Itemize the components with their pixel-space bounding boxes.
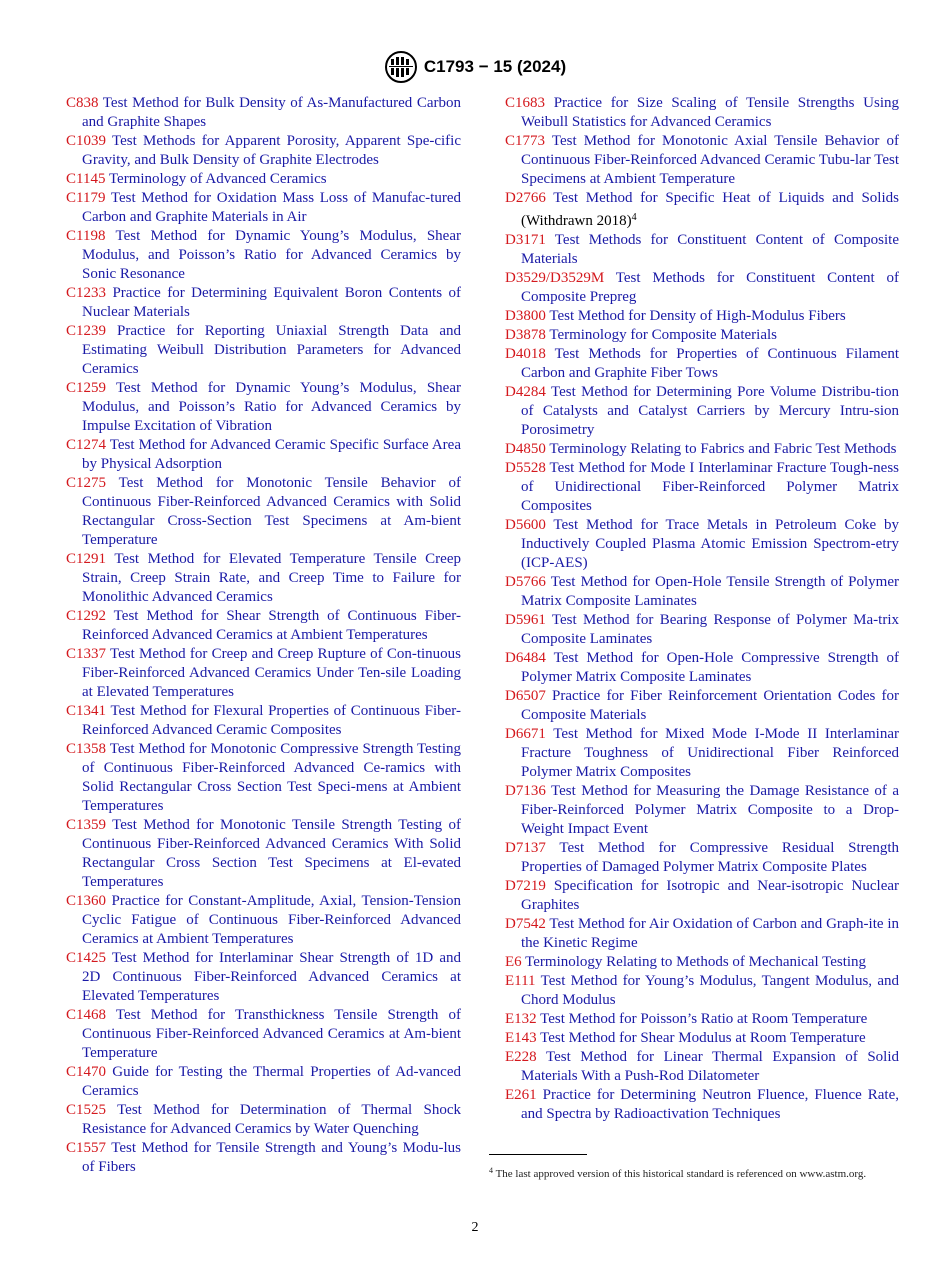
standard-code-link[interactable]: C1773 xyxy=(505,133,546,149)
standard-code-link[interactable]: C1557 xyxy=(66,1140,107,1156)
reference-entry xyxy=(66,322,461,379)
standard-code-link[interactable]: C1468 xyxy=(66,1007,107,1023)
standard-code-link[interactable]: C1039 xyxy=(66,133,107,149)
reference-entry xyxy=(505,516,899,573)
standard-code-link[interactable]: D7136 xyxy=(505,783,546,799)
standard-code-link[interactable]: D2766 xyxy=(505,190,546,206)
standard-code-link[interactable]: D7542 xyxy=(505,916,546,932)
standard-code-link[interactable]: D7137 xyxy=(505,840,546,856)
standard-title[interactable]: Test Method for Trace Metals in Petroleum Coke by Inductively Coupled Plasma Atomic Emission Spectrom-etry (ICP-AES) xyxy=(521,517,899,571)
standard-code-link[interactable]: D6507 xyxy=(505,688,546,704)
standard-title[interactable]: Test Method for Bulk Density of As-Manufactured Carbon and Graphite Shapes xyxy=(82,95,461,130)
reference-entry xyxy=(66,949,461,1006)
reference-entry xyxy=(505,1086,899,1124)
standard-title[interactable]: Test Method for Flexural Properties of Continuous Fiber-Reinforced Advanced Ceramic Composites xyxy=(82,703,461,738)
standard-code-link[interactable]: C1179 xyxy=(66,190,106,206)
reference-entry xyxy=(505,839,899,877)
standard-code-link[interactable]: C1525 xyxy=(66,1102,107,1118)
reference-entry xyxy=(505,440,899,459)
standard-title[interactable]: Test Method for Transthickness Tensile Strength of Continuous Fiber-Reinforced Advanced Ceramics at Am-bient Temperature xyxy=(82,1007,461,1061)
reference-entry xyxy=(66,1101,461,1139)
standard-code-link[interactable]: C1292 xyxy=(66,608,107,624)
standard-code-link[interactable]: E111 xyxy=(505,973,536,989)
standard-title[interactable]: Test Method for Dynamic Young’s Modulus, Shear Modulus, and Poisson’s Ratio for Advanced Ceramics by Sonic Resonance xyxy=(82,228,461,282)
reference-entry xyxy=(505,573,899,611)
footnote xyxy=(489,1163,899,1182)
reference-entry xyxy=(505,1029,899,1048)
standard-title[interactable]: Terminology Relating to Methods of Mechanical Testing xyxy=(525,954,867,970)
standard-title[interactable]: Test Method for Mode I Interlaminar Fracture Tough-ness of Unidirectional Fiber-Reinforced Polymer Matrix Composites xyxy=(521,460,899,514)
standard-code-link[interactable]: E261 xyxy=(505,1087,537,1103)
reference-entry xyxy=(66,740,461,816)
standard-title[interactable]: Test Method for Density of High-Modulus Fibers xyxy=(549,308,846,324)
reference-entry xyxy=(505,459,899,516)
reference-entry xyxy=(505,1010,899,1029)
reference-entry xyxy=(505,953,899,972)
standard-title[interactable]: Test Method for Poisson’s Ratio at Room Temperature xyxy=(540,1011,868,1027)
standard-code-link[interactable]: D4018 xyxy=(505,346,546,362)
reference-entry xyxy=(66,474,461,550)
standard-title[interactable]: Terminology Relating to Fabrics and Fabric Test Methods xyxy=(549,441,897,457)
standard-title[interactable]: Test Methods for Apparent Porosity, Apparent Spe-cific Gravity, and Bulk Density of Graphite Electrodes xyxy=(82,133,461,168)
standard-code-link[interactable]: C1360 xyxy=(66,893,107,909)
standard-title[interactable]: Practice for Reporting Uniaxial Strength Data and Estimating Weibull Distribution Parameters for Advanced Ceramics xyxy=(82,323,461,377)
standard-code-link[interactable]: E143 xyxy=(505,1030,537,1046)
reference-entry xyxy=(66,550,461,607)
reference-entry xyxy=(505,345,899,383)
standard-designation: C1793 − 15 (2024) xyxy=(423,57,567,76)
standard-title[interactable]: Test Method for Tensile Strength and Young’s Modu-lus of Fibers xyxy=(82,1140,461,1175)
footnote-divider xyxy=(489,1154,587,1155)
standard-title[interactable]: Test Method for Oxidation Mass Loss of Manufac-tured Carbon and Graphite Materials in Air xyxy=(82,190,461,225)
reference-entry xyxy=(66,132,461,170)
standard-title[interactable]: Test Method for Mixed Mode I-Mode II Interlaminar Fracture Toughness of Unidirectional Fiber Reinforced Polymer Matrix Composites xyxy=(521,726,899,780)
standard-title[interactable]: Test Method for Advanced Ceramic Specific Surface Area by Physical Adsorption xyxy=(82,437,461,472)
standard-code-link[interactable]: D5766 xyxy=(505,574,546,590)
reference-entry xyxy=(505,132,899,189)
reference-entry xyxy=(505,687,899,725)
standard-code-link[interactable]: C1239 xyxy=(66,323,107,339)
reference-entry xyxy=(505,269,899,307)
standard-code-link[interactable]: C1291 xyxy=(66,551,107,567)
standard-title[interactable]: Test Method for Dynamic Young’s Modulus, Shear Modulus, and Poisson’s Ratio for Advanced Ceramics by Impulse Excitation of Vibration xyxy=(82,380,461,434)
standard-title[interactable]: Test Method for Shear Modulus at Room Temperature xyxy=(540,1030,866,1046)
reference-entry xyxy=(505,611,899,649)
standard-title[interactable]: Practice for Determining Neutron Fluence, Fluence Rate, and Spectra by Radioactivation Techniques xyxy=(521,1087,900,1122)
standard-title[interactable]: Test Method for Open-Hole Compressive Strength of Polymer Matrix Composite Laminates xyxy=(521,650,899,685)
standard-code-link[interactable]: E228 xyxy=(505,1049,537,1065)
standard-code-link[interactable]: C1425 xyxy=(66,950,107,966)
standard-code-link[interactable]: C1337 xyxy=(66,646,107,662)
standard-code-link[interactable]: C1233 xyxy=(66,285,107,301)
reference-entry xyxy=(66,816,461,892)
left-column xyxy=(66,94,461,1177)
standard-title[interactable]: Test Method for Interlaminar Shear Strength of 1D and 2D Continuous Fiber-Reinforced Advanced Ceramics at Elevated Temperatures xyxy=(82,950,461,1004)
reference-entry xyxy=(505,326,899,345)
standard-title[interactable]: Test Method for Measuring the Damage Resistance of a Fiber-Reinforced Polymer Matrix Composite to a Drop-Weight Impact Event xyxy=(521,783,899,837)
standard-title[interactable]: Practice for Size Scaling of Tensile Strengths Using Weibull Statistics for Advanced Ceramics xyxy=(521,95,900,130)
standard-code-link[interactable]: C1683 xyxy=(505,95,546,111)
standard-code-link[interactable]: C838 xyxy=(66,95,99,111)
standard-code-link[interactable]: D5961 xyxy=(505,612,546,628)
standard-title[interactable]: Terminology for Composite Materials xyxy=(549,327,777,343)
reference-entry xyxy=(505,649,899,687)
reference-entry xyxy=(66,1006,461,1063)
standard-title[interactable]: Specification for Isotropic and Near-isotropic Nuclear Graphites xyxy=(521,878,900,913)
standard-code-link[interactable]: E6 xyxy=(505,954,522,970)
standard-code-link[interactable]: D5600 xyxy=(505,517,546,533)
standard-title[interactable]: Test Methods for Constituent Content of Composite Prepreg xyxy=(521,270,899,305)
reference-entry xyxy=(505,725,899,782)
reference-entry xyxy=(66,702,461,740)
standard-code-link[interactable]: D7219 xyxy=(505,878,546,894)
standard-code-link[interactable]: C1274 xyxy=(66,437,107,453)
standard-title[interactable]: Test Method for Open-Hole Tensile Strength of Polymer Matrix Composite Laminates xyxy=(521,574,900,609)
standard-code-link[interactable]: D4284 xyxy=(505,384,546,400)
reference-entry xyxy=(505,782,899,839)
standard-title[interactable]: Test Method for Monotonic Tensile Strength Testing of Continuous Fiber-Reinforced Advanced Ceramics With Solid Rectangular Cross Section Test Specimens at El-evated Temperatures xyxy=(82,817,461,890)
reference-entry xyxy=(66,189,461,227)
reference-entry xyxy=(66,1063,461,1101)
standard-title[interactable]: Guide for Testing the Thermal Properties of Ad-vanced Ceramics xyxy=(82,1064,461,1099)
astm-logo-icon xyxy=(384,50,418,84)
standard-title[interactable]: Test Method for Monotonic Tensile Behavior of Continuous Fiber-Reinforced Advanced Ceramics with Solid Rectangular Cross-Section Test Specimens at Am-bient Temperature xyxy=(82,475,462,548)
withdrawn-note: (Withdrawn 2018) xyxy=(521,213,632,229)
reference-entry xyxy=(66,94,461,132)
standard-code-link[interactable]: D4850 xyxy=(505,441,546,457)
reference-entry xyxy=(66,284,461,322)
standard-code-link[interactable]: C1341 xyxy=(66,703,107,719)
reference-entry xyxy=(505,189,899,231)
standard-code-link[interactable]: C1275 xyxy=(66,475,107,491)
standard-code-link[interactable]: C1359 xyxy=(66,817,107,833)
reference-entry xyxy=(505,972,899,1010)
standard-code-link[interactable]: C1145 xyxy=(66,171,106,187)
standard-title[interactable]: Test Method for Air Oxidation of Carbon and Graph-ite in the Kinetic Regime xyxy=(521,916,900,951)
standard-title[interactable]: Test Method for Monotonic Axial Tensile Behavior of Continuous Fiber-Reinforced Advanced Ceramic Tubu-lar Test Specimens at Ambient Temperature xyxy=(521,133,899,187)
standard-code-link[interactable]: C1358 xyxy=(66,741,107,757)
reference-entry xyxy=(505,877,899,915)
standard-title[interactable]: Test Method for Elevated Temperature Tensile Creep Strain, Creep Strain Rate, and Creep Time to Failure for Monolithic Advanced Ceramics xyxy=(82,551,461,605)
standard-title[interactable]: Test Methods for Constituent Content of Composite Materials xyxy=(521,232,900,267)
standard-code-link[interactable]: D5528 xyxy=(505,460,546,476)
standard-code-link[interactable]: D3529/D3529M xyxy=(505,270,605,286)
standard-code-link[interactable]: C1259 xyxy=(66,380,107,396)
reference-entry xyxy=(66,892,461,949)
standard-code-link[interactable]: D3171 xyxy=(505,232,546,248)
reference-entry xyxy=(505,94,899,132)
standard-title[interactable]: Test Method for Determination of Thermal Shock Resistance for Advanced Ceramics by Water Quenching xyxy=(82,1102,461,1137)
standard-code-link[interactable]: D3800 xyxy=(505,308,546,324)
standard-title[interactable]: Test Method for Young’s Modulus, Tangent Modulus, and Chord Modulus xyxy=(521,973,899,1008)
standard-title[interactable]: Practice for Constant-Amplitude, Axial, Tension-Tension Cyclic Fatigue of Continuous Fiber-Reinforced Advanced Ceramics at Ambient Temperatures xyxy=(82,893,461,947)
standard-title[interactable]: Practice for Determining Equivalent Boron Contents of Nuclear Materials xyxy=(82,285,461,320)
standard-title[interactable]: Test Method for Compressive Residual Strength Properties of Damaged Polymer Matrix Composite Plates xyxy=(521,840,899,875)
footnote-reference: 4 xyxy=(631,212,637,223)
reference-entry xyxy=(66,227,461,284)
reference-entry xyxy=(66,170,461,189)
standard-title[interactable]: Test Method for Monotonic Compressive Strength Testing of Continuous Fiber-Reinforced Advanced Ce-ramics with Solid Rectangular Cross Section Test Speci-mens at Ambient Temperatures xyxy=(82,741,461,814)
reference-entry xyxy=(505,915,899,953)
footnote-mark: 4 xyxy=(489,1166,493,1175)
standard-code-link[interactable]: D3878 xyxy=(505,327,546,343)
standard-title[interactable]: Practice for Fiber Reinforcement Orientation Codes for Composite Materials xyxy=(521,688,900,723)
standard-title[interactable]: Test Method for Creep and Creep Rupture of Con-tinuous Fiber-Reinforced Advanced Ceramics Under Ten-sile Loading at Elevated Temperatures xyxy=(82,646,462,700)
reference-entry xyxy=(505,307,899,326)
standard-title[interactable]: Test Method for Shear Strength of Continuous Fiber-Reinforced Advanced Ceramics at Ambient Temperatures xyxy=(82,608,461,643)
reference-entry xyxy=(66,436,461,474)
standard-code-link[interactable]: D6671 xyxy=(505,726,546,742)
reference-entry xyxy=(66,1139,461,1177)
right-column xyxy=(505,94,899,1124)
standard-code-link[interactable]: C1470 xyxy=(66,1064,107,1080)
standard-title[interactable]: Test Method for Specific Heat of Liquids and Solids xyxy=(553,190,899,206)
reference-entry xyxy=(66,645,461,702)
standard-title[interactable]: Test Method for Linear Thermal Expansion of Solid Materials With a Push-Rod Dilatometer xyxy=(521,1049,899,1084)
standard-title[interactable]: Terminology of Advanced Ceramics xyxy=(108,171,327,187)
page-header xyxy=(0,50,950,89)
reference-entry xyxy=(66,607,461,645)
standard-title[interactable]: Test Method for Bearing Response of Polymer Ma-trix Composite Laminates xyxy=(521,612,899,647)
standard-title[interactable]: Test Methods for Properties of Continuous Filament Carbon and Graphite Fiber Tows xyxy=(521,346,900,381)
standard-code-link[interactable]: C1198 xyxy=(66,228,106,244)
footnote-text: The last approved version of this historical standard is referenced on www.astm.org. xyxy=(495,1168,867,1180)
standard-code-link[interactable]: E132 xyxy=(505,1011,537,1027)
reference-entry xyxy=(505,1048,899,1086)
reference-entry xyxy=(505,231,899,269)
standard-code-link[interactable]: D6484 xyxy=(505,650,546,666)
standard-title[interactable]: Test Method for Determining Pore Volume Distribu-tion of Catalysts and Catalyst Carriers by Mercury Intru-sion Porosimetry xyxy=(521,384,900,438)
page-number: 2 xyxy=(471,1220,479,1235)
reference-entry xyxy=(505,383,899,440)
reference-entry xyxy=(66,379,461,436)
